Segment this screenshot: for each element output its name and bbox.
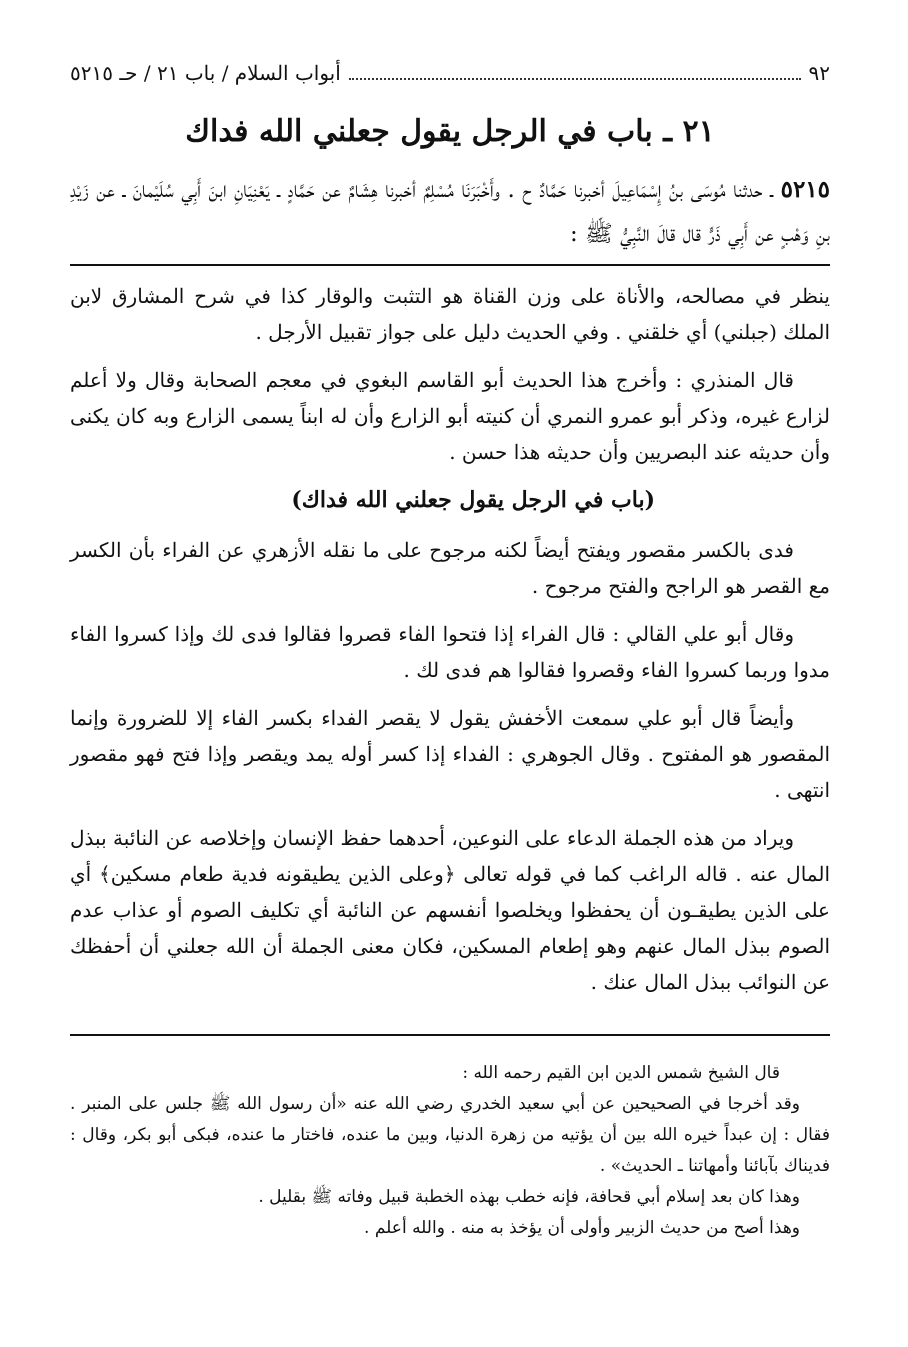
page-number: ٩٢ [808, 61, 830, 85]
commentary-section [70, 278, 830, 1000]
commentary-paragraph: فدى بالكسر مقصور ويفتح أيضاً لكنه مرجوح على ما نقله الأزهري عن الفراء بأن الكسر مع القصر هو الراجح والفتح مرجوح . [70, 538, 830, 598]
commentary-paragraph: ينظر في مصالحه، والأناة على وزن القناة هو التثبت والوقار كذا في شرح المشارق لابن الملك (جبلني) أي خلقني . وفي الحديث دليل على جواز تقبيل الأرجل . [70, 284, 830, 344]
footnote-line: وهذا أصح من حديث الزبير وأولى أن يؤخذ به منه . والله أعلم . [364, 1218, 800, 1238]
commentary-paragraph: وأيضاً قال أبو علي سمعت الأخفش يقول لا يقصر الفداء بكسر الفاء إلا للضرورة وإنما المقصور هو المفتوح . وقال الجوهري : الفداء إذا كسر أوله يمد ويقصر وإذا فتح فهو مقصور انتهى . [70, 706, 830, 802]
commentary-subheading: (باب في الرجل يقول جعلني الله فداك) [291, 487, 655, 513]
hadith-text-block [70, 168, 830, 256]
hadith-number: ٥٢١٥ [780, 176, 831, 203]
hadith-chain: ـ حدثنا مُوسَى بنُ إِسْمَاعِيلَ أخبرنا حَمَّادٌ ح . وأَخْبَرَنَا مُسْلِمٌ أخبرنا هِشَامٌ عن حَمَّادٍ ـ يَعْنِيَانِ ابنَ أَبِي سُلَيْمانَ ـ عن زَيْدِ بنِ وَهْبٍ عن أَبِي ذَرٍّ قال قالَ النَّبِيُّ ﷺ : [70, 177, 830, 247]
footnote-line: وقد أخرجا في الصحيحين عن أبي سعيد الخدري رضي الله عنه «أن رسول الله ﷺ جلس على المنبر . فقال : إن عبداً خيره الله بين أن يؤتيه من زهرة الدنيا، وبين ما عنده، فاختار ما عنده، فبكى أبو بكر، وقال : فديناك بآبائنا وأمهاتنا ـ الحديث» . [70, 1094, 830, 1176]
footnote-line: وهذا كان بعد إسلام أبي قحافة، فإنه خطب بهذه الخطبة قبيل وفاته ﷺ بقليل . [258, 1187, 800, 1207]
commentary-paragraph: ويراد من هذه الجملة الدعاء على النوعين، أحدهما حفظ الإنسان وإخلاصه عن النائبة ببذل المال عنه . قاله الراغب كما في قوله تعالى ﴿وعلى الذين يطيقونه فدية طعام مسكين﴾ أي على الذين يطيقـون أن يحفظوا ويخلصوا أنفسهم عن النائبة أي تكليف الصوم أو عذاب عدم الصوم ببذل المال عنهم وهو إطعام المسكين، فكان معنى الجملة أن الله جعلني أن أحفظك عن النوائب ببذل المال عنك . [70, 826, 830, 994]
running-header [70, 58, 830, 88]
commentary-paragraph: قال المنذري : وأخرج هذا الحديث أبو القاسم البغوي في معجم الصحابة وقال ولا أعلم لزارع غيره، وذكر أبو عمرو النمري أن كنيته أبو الزارع وأن له ابناً يسمى الزارع وبه كان يكنى وأن حديثه عند البصريين وأن حديثه هذا حسن . [70, 368, 830, 464]
footnote-divider [70, 1034, 830, 1036]
commentary-paragraph: وقال أبو علي القالي : قال الفراء إذا فتحوا الفاء قصروا فقالوا فدى لك وإذا كسروا الفاء مدوا وربما كسروا الفاء وقصروا فقالوا هم فدى لك . [70, 622, 830, 682]
running-title: أبواب السلام / باب ٢١ / حـ ٥٢١٥ [70, 61, 341, 85]
footnote-line: قال الشيخ شمس الدين ابن القيم رحمه الله : [462, 1063, 780, 1083]
book-page [70, 58, 830, 1244]
chapter-title: ٢١ ـ باب في الرجل يقول جعلني الله فداك [185, 114, 715, 149]
header-dot-leader [349, 78, 801, 80]
footnote-section [70, 1058, 830, 1244]
commentary-divider [70, 264, 830, 266]
